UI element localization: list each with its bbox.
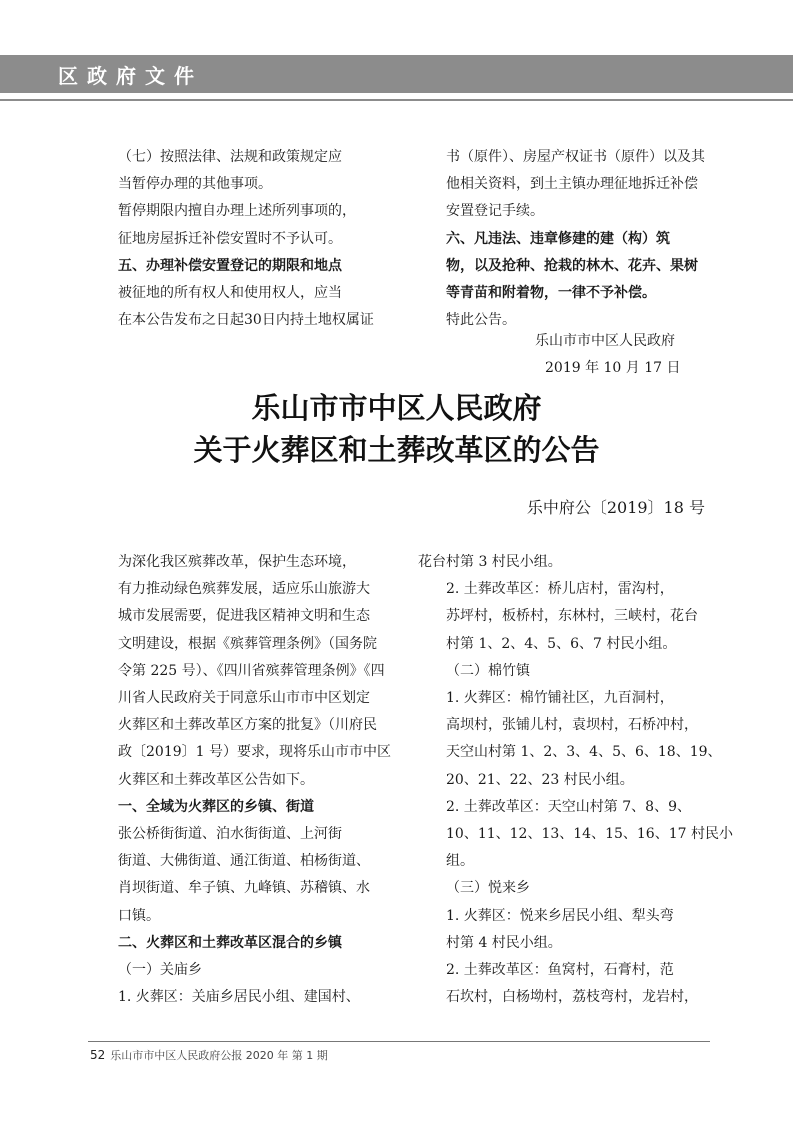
top-left-column: [90, 144, 390, 334]
paragraph: [90, 794, 390, 821]
paragraph: [90, 984, 390, 1011]
text-line: 村第 4 村民小组。: [446, 934, 562, 951]
text-line: （七）按照法律、法规和政策规定应: [118, 149, 342, 165]
text-line: 火葬区和土葬改革区方案的批复》（川府民: [118, 717, 377, 734]
text-line: 五、办理补偿安置登记的期限和地点: [118, 257, 342, 274]
text-line: 1. 火葬区：悦来乡居民小组、犁头弯: [446, 907, 674, 924]
text-line: 1. 火葬区：棉竹铺社区，九百洞村，: [446, 690, 674, 707]
paragraph: [418, 957, 710, 1011]
paragraph: [90, 198, 390, 252]
text-line: 1. 火葬区：关庙乡居民小组、建国村、: [118, 989, 360, 1006]
text-line: 被征地的所有权人和使用权人，应当: [118, 285, 342, 302]
notice-title-line2: 关于火葬区和土葬改革区的公告: [193, 433, 600, 467]
paragraph: [418, 549, 710, 576]
text-line: 等青苗和附着物，一律不予补偿。: [446, 285, 656, 302]
paragraph: [418, 576, 710, 658]
text-line: 物，以及抢种、抢栽的林木、花卉、果树: [446, 257, 698, 274]
text-line: 10、11、12、13、14、15、16、17 村民小: [446, 826, 733, 843]
text-line: 征地房屋拆迁补偿安置时不予认可。: [118, 230, 342, 247]
paragraph: [90, 144, 390, 198]
text-line: 高坝村，张铺儿村，袁坝村，石桥冲村，: [446, 717, 698, 734]
footer-divider: [88, 1041, 710, 1042]
text-line: 村第 1、2、4、5、6、7 村民小组。: [446, 635, 677, 652]
paragraph: [90, 280, 390, 334]
text-line: 火葬区和土葬改革区公告如下。: [118, 771, 314, 788]
section-title: 区政府文件: [58, 64, 203, 88]
text-line: 天空山村第 1、2、3、4、5、6、18、19、: [446, 744, 722, 761]
text-line: （一）关庙乡: [118, 962, 202, 979]
text-line: 安置登记手续。: [446, 203, 544, 220]
text-line: 在本公告发布之日起30日内持土地权属证: [118, 312, 374, 329]
document-number: 乐中府公〔2019〕18 号: [526, 498, 705, 517]
previous-notice-signature-org: 乐山市市中区人民政府: [535, 333, 675, 349]
text-line: 2. 土葬改革区：天空山村第 7、8、9、: [446, 798, 691, 815]
text-line: 20、21、22、23 村民小组。: [446, 771, 634, 788]
text-line: 川省人民政府关于同意乐山市市中区划定: [118, 690, 370, 707]
text-line: 苏坪村，板桥村，东林村，三峡村，花台: [446, 608, 698, 625]
text-line: 政〔2019〕1 号）要求，现将乐山市市中区: [118, 744, 391, 761]
paragraph: [90, 930, 390, 957]
publication-name: 乐山市市中区人民政府公报 2020 年 第 1 期: [110, 1049, 328, 1062]
text-line: 令第 225 号）、《四川省殡葬管理条例》《四: [118, 662, 385, 679]
body-right-column: [418, 549, 733, 1011]
header-divider: [0, 99, 793, 101]
text-line: 为深化我区殡葬改革，保护生态环境，: [118, 554, 356, 570]
text-line: 花台村第 3 村民小组。: [418, 554, 562, 570]
paragraph: [418, 794, 733, 876]
text-line: 一、全域为火葬区的乡镇、街道: [118, 798, 314, 815]
paragraph: [418, 875, 710, 902]
text-line: 二、火葬区和土葬改革区混合的乡镇: [118, 934, 342, 951]
text-line: 有力推动绿色殡葬发展，适应乐山旅游大: [118, 581, 370, 598]
text-line: 六、凡违法、违章修建的建（构）筑: [446, 230, 670, 247]
paragraph: [90, 821, 390, 930]
paragraph: [418, 903, 710, 957]
text-line: 口镇。: [118, 907, 160, 924]
notice-title-line1: 乐山市市中区人民政府: [251, 391, 542, 425]
text-line: 他相关资料，到土主镇办理征地拆迁补偿: [446, 176, 698, 193]
text-line: （二）棉竹镇: [446, 662, 530, 679]
paragraph: [418, 144, 710, 226]
paragraph: [418, 226, 710, 308]
text-line: 2. 土葬改革区：鱼窝村，石膏村，范: [446, 962, 674, 979]
paragraph: [418, 658, 710, 685]
text-line: 城市发展需要，促进我区精神文明和生态: [118, 608, 370, 625]
text-line: 2. 土葬改革区：桥儿店村，雷沟村，: [446, 581, 674, 598]
paragraph: [90, 957, 390, 984]
text-line: 张公桥街街道、泊水街街道、上河街: [118, 826, 342, 843]
top-right-column: [418, 144, 710, 334]
text-line: 街道、大佛街道、通江街道、柏杨街道、: [118, 853, 370, 870]
page-number: 52: [90, 1048, 106, 1062]
text-line: 特此公告。: [446, 312, 516, 329]
text-line: 文明建设，根据《殡葬管理条例》（国务院: [118, 635, 377, 652]
text-line: （三）悦来乡: [446, 880, 530, 897]
text-line: 暂停期限内擅自办理上述所列事项的，: [118, 203, 356, 220]
body-left-column: [90, 549, 390, 1011]
paragraph: [90, 253, 390, 280]
text-line: 书（原件）、房屋产权证书（原件）以及其: [446, 149, 705, 165]
page-footer: [90, 1047, 328, 1063]
text-line: 肖坝街道、牟子镇、九峰镇、苏稽镇、水: [118, 880, 370, 897]
text-line: 当暂停办理的其他事项。: [118, 176, 272, 193]
text-line: 组。: [446, 853, 474, 870]
text-line: 石坎村，白杨坳村，荔枝弯村，龙岩村，: [446, 989, 698, 1006]
paragraph: [418, 685, 722, 794]
paragraph: [90, 549, 390, 794]
previous-notice-signature-date: 2019 年 10 月 17 日: [545, 360, 681, 376]
